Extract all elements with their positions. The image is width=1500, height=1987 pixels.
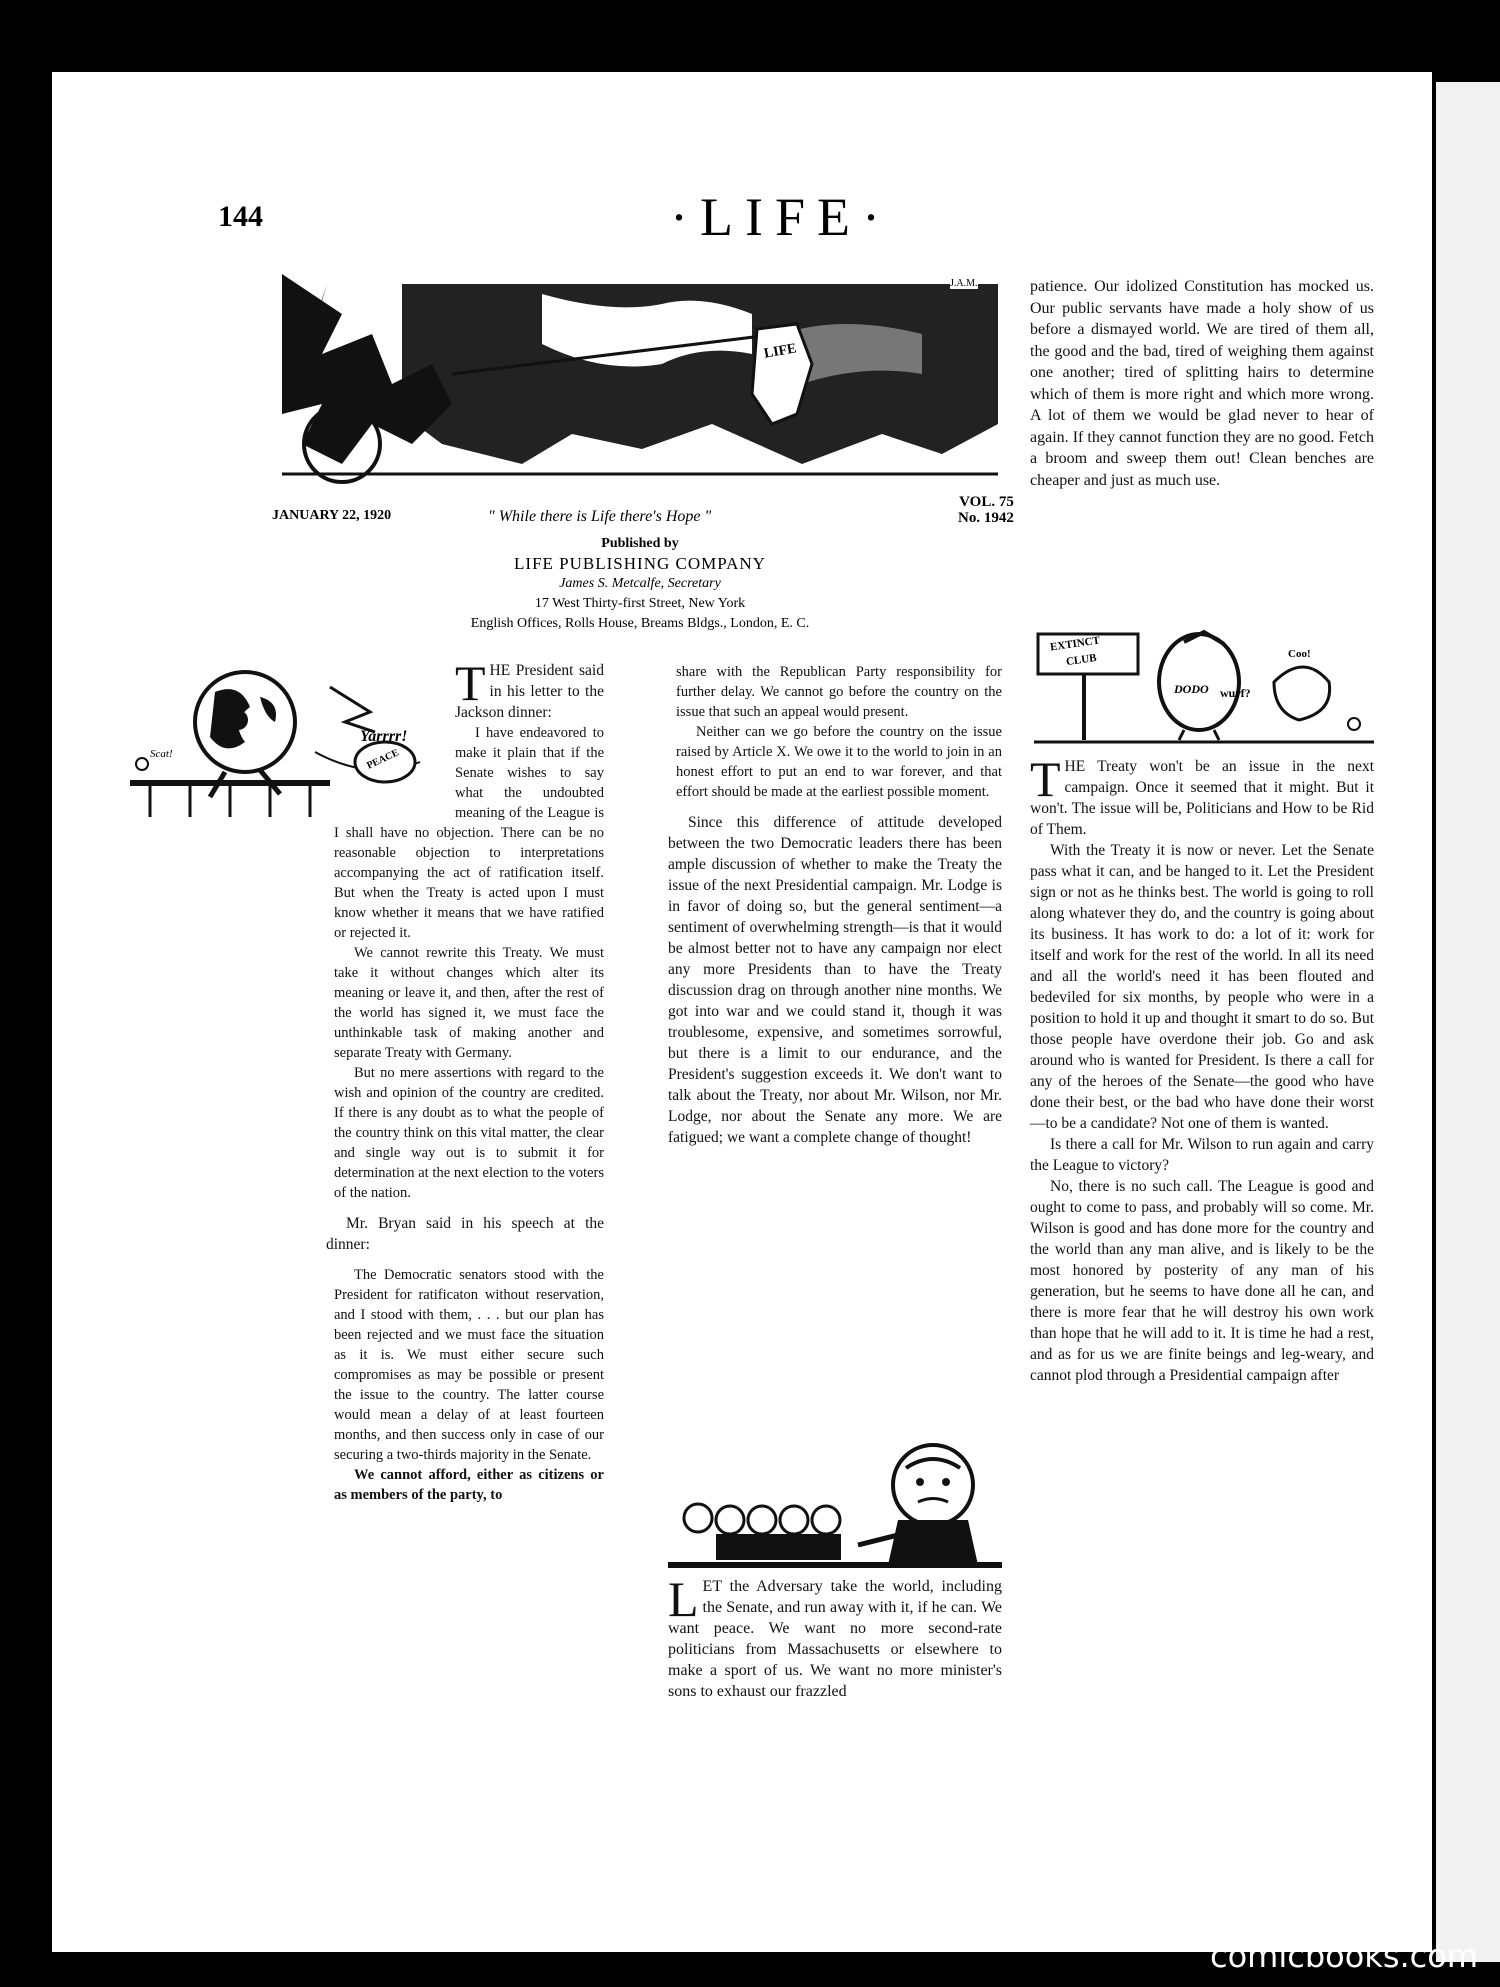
col3-paragraph-3: With the Treaty it is now or never. Let the Senate pass what it can, and be hanged to it. Let the President sign or not as he thinks best. The world is going to roll along whatever they do, and the country is going about its business. It has work to do: a lot of it: work for itself and work for the rest of the world. In all its need and all the world's need it has been flouted and bedeviled for six months, by people who were in a position to hold it up and thought it smart to do so. But those people have overdone their job. Go and ask around who is wanted for President. Is there a call for any of the heroes of the Senate—the good who have done their best, or the bad who have done their worst—to be a candidate? Not one of them is wanted. (1030, 842, 1374, 1132)
col2-quote-1: share with the Republican Party responsibility for further delay. We cannot go before the country on the issue that such an appeal would present. (676, 664, 1002, 720)
publisher-secretary: James S. Metcalfe, Secretary (559, 576, 721, 591)
col3-paragraph-5: No, there is no such call. The League is good and ought to come to pass, and probably will so come. Mr. Wilson is good and has done more for the country and the world than any man alive, and is likely to be the most honored by posterity of any man of his generation, but he seems to have done all he can, and there is more fear that he will destroy his own work than hope that he will add to it. It is time he had a rest, and as for us we are finite beings and leg-weary, and cannot plod through a Presidential campaign after (1030, 1178, 1374, 1384)
col1-intro: HE President said in his letter to the Jackson dinner: (455, 662, 604, 721)
coo-label: Coo! (1288, 648, 1311, 660)
artist-signature: J.A.M. (950, 278, 978, 289)
peace-label: PEACE (365, 747, 401, 772)
col3-paragraph-2: HE Treaty won't be an issue in the next campaign. Once it seemed that it might. But it won't. The issue will be, Politicians and How to be Rid of Them. (1030, 758, 1374, 838)
publisher-address: 17 West Thirty-first Street, New York (534, 596, 746, 611)
publisher-block (380, 534, 900, 634)
header-cartoon (282, 274, 998, 484)
col1-quote-3: But no mere assertions with regard to the wish and opinion of the country are credited. If there is any doubt as to what the people of the country think on this vital matter, the clear and single way out is to submit it for determination at the next election to the voters of the nation. (334, 1065, 604, 1201)
masthead: ·LIFE· (670, 187, 892, 247)
column-2-bottom (668, 1571, 1002, 1702)
col1-quote-2: We cannot rewrite this Treaty. We must take it without changes which alter its meaning or leave it, and then, after the rest of the world has signed it, we must face the unthinkable task of making another and separate Treaty with Germany. (334, 945, 604, 1061)
column-3-bottom (1030, 751, 1374, 1386)
yarrrr-label: Yarrrr! (360, 728, 408, 745)
scat-label: Scat! (150, 748, 173, 760)
site-watermark: comicbooks.com (1210, 1937, 1479, 1975)
column-2 (668, 662, 1002, 1148)
col2-paragraph-2: ET the Adversary take the world, including the Senate, and run away with it, if he can. We want peace. We want no more second-rate politicians from Massachusetts or elsewhere to make a sport of us. We want no more minister's sons to exhaust our frazzled (668, 1578, 1002, 1700)
sign-extinct-label: EXTINCT (1049, 634, 1101, 654)
wurf-label: wurf? (1220, 686, 1251, 700)
issue-number: No. 1942 (958, 510, 1014, 526)
adjacent-page-edge (1436, 82, 1500, 1962)
shield-label: LIFE (762, 341, 798, 362)
col1-paragraph-2: Mr. Bryan said in his speech at the dinner: (326, 1215, 604, 1253)
col3-paragraph-1: patience. Our idolized Constitution has mocked us. Our public servants have made a holy show of us before a dismayed world. We are tired of them all, the good and the bad, tired of weighing them against one another; tired of splitting hairs to determine which of them is more right and which more wrong. A lot of them we would be glad never to hear of again. If they cannot function they are no good. Fetch a broom and sweep them out! Clean benches are cheaper and just as much use. (1030, 278, 1374, 489)
col1-quote-1: I have endeavored to make it plain that if the Senate wishes to say what the undoubted meaning of the League is I shall have no objection. There can be no reasonable objection to interpretations accompanying the act of ratification itself. But when the Treaty is acted upon I must know whether it means that we have ratified or rejected it. (334, 725, 604, 941)
issue-date: JANUARY 22, 1920 (272, 508, 392, 523)
senators-cartoon (668, 1440, 1002, 1570)
col1-quote-4: The Democratic senators stood with the President for ratificaton without reservation, and I stood with them, . . . but our plan has been rejected and we must face the situation as it is. We must either secure such compromises as may be possible or present the issue to the country. The latter course would mean a delay of at least fourteen months, and then success only in case of our securing a two-thirds majority in the Senate. (334, 1267, 604, 1463)
volume-info (958, 494, 1014, 526)
col3-paragraph-4: Is there a call for Mr. Wilson to run again and carry the League to victory? (1030, 1136, 1374, 1174)
column-3-top (1030, 276, 1374, 491)
column-1 (326, 655, 604, 1505)
dropcap-col3: T (1030, 751, 1061, 807)
published-by: Published by (601, 536, 679, 551)
page-number: 144 (218, 200, 263, 233)
dodo-cartoon (1034, 612, 1374, 748)
volume-number: VOL. 75 (959, 494, 1014, 510)
sign-club-label: CLUB (1065, 651, 1098, 669)
dodo-label: DODO (1174, 682, 1209, 696)
publisher-company: LIFE PUBLISHING COMPANY (514, 554, 766, 573)
col2-paragraph-1: Since this difference of attitude developed between the two Democratic leaders there has been ample discussion of whether to make the Treaty the issue of the next Presidential campaign. Mr. Lodge is in favor of doing so, but the general sentiment—a sentiment of overwhelming strength—is that it would be almost better not to have any campaign nor elect any more Presidents than to have the Treaty discussion drag on through another nine months. We got into war and we could stand it, though it was troublesome, expensive, and sometimes sorrowful, but there is a limit to our endurance, and the President's suggestion exceeds it. We don't want to talk about the Treaty, nor about Mr. Wilson, nor Mr. Lodge, nor about the Senate any more. We are fatigued; we want a complete change of thought! (668, 814, 1002, 1146)
col1-quote-5: We cannot afford, either as citizens or as members of the party, to (334, 1467, 604, 1503)
dropcap-col2: L (668, 1571, 699, 1627)
col2-quote-2: Neither can we go before the country on the issue raised by Article X. We owe it to the world to join in an honest effort to put an end to war forever, and that effort should be made at the earliest possible moment. (676, 724, 1002, 800)
publisher-english-offices: English Offices, Rolls House, Breams Bldgs., London, E. C. (470, 616, 810, 631)
motto: " While there is Life there's Hope " (488, 508, 712, 525)
dropcap-col1: T (455, 655, 486, 711)
